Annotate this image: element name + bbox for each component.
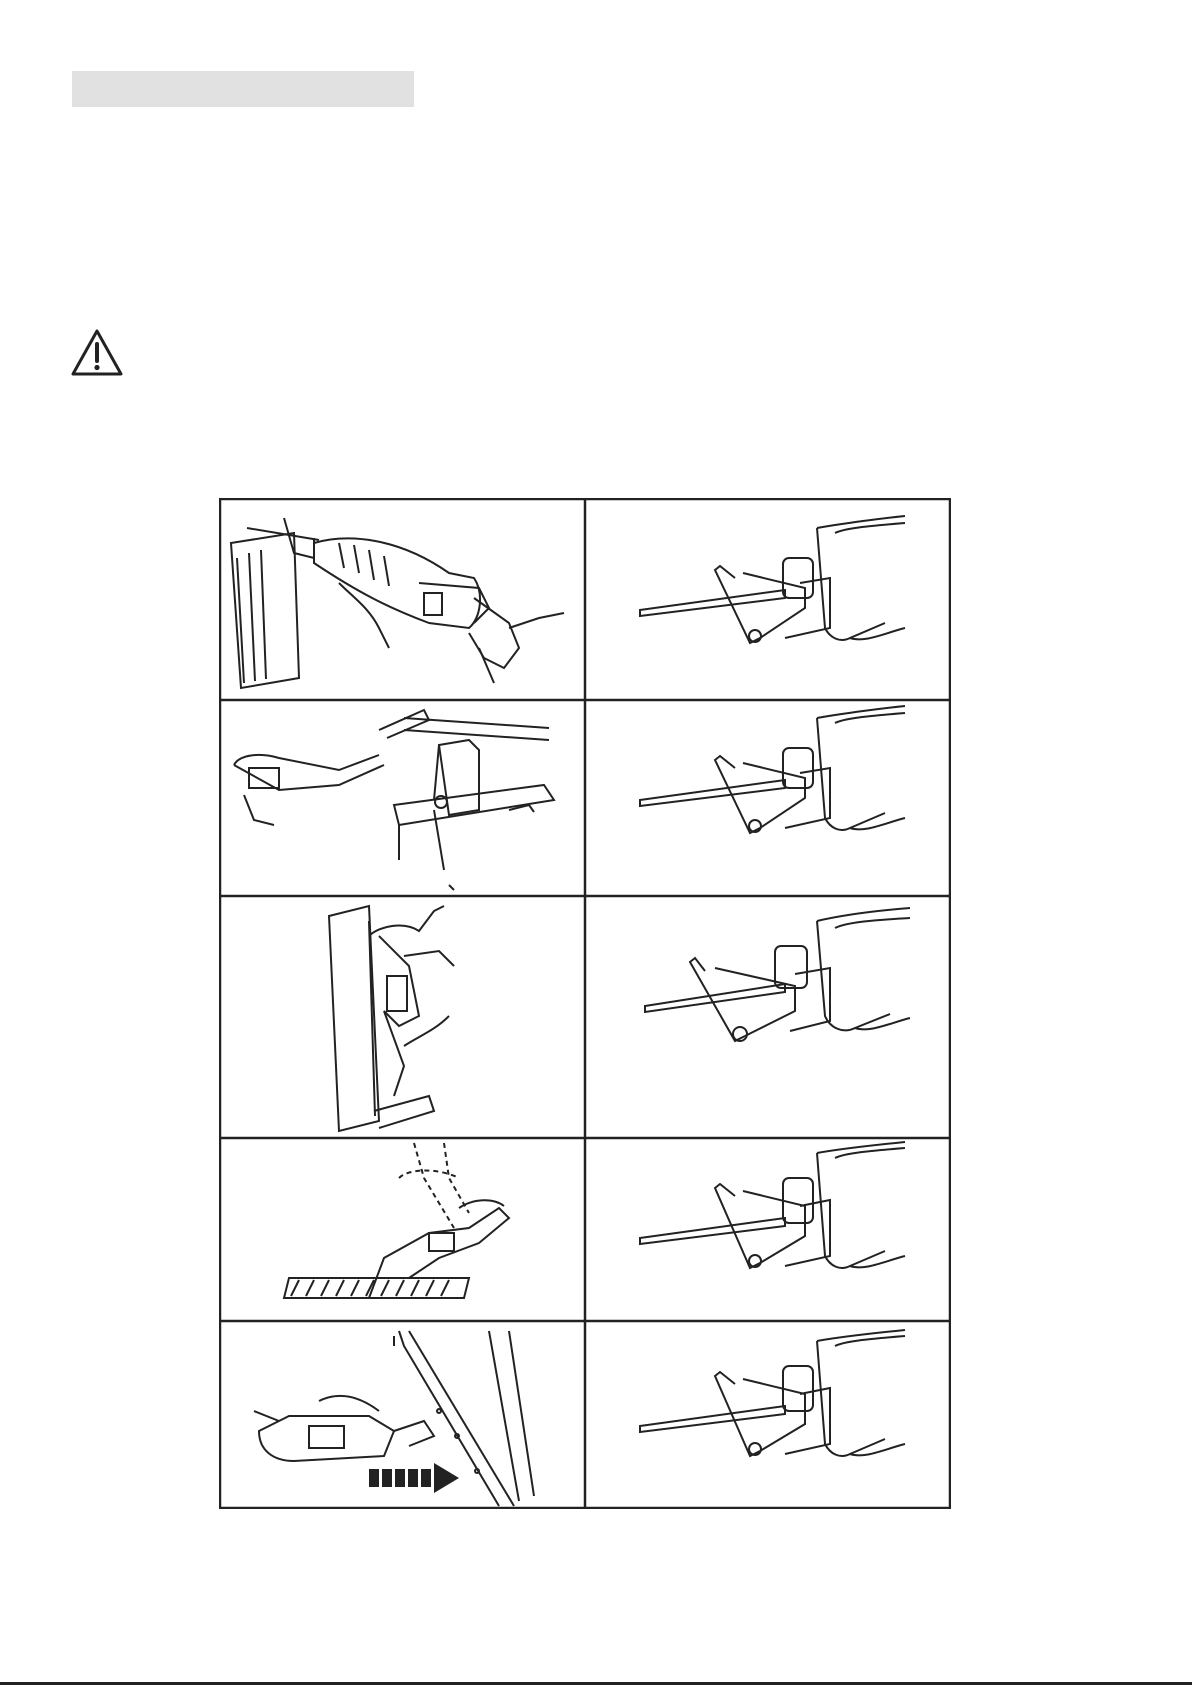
plunge-cut-illustration — [219, 1138, 585, 1321]
section-header-bar — [72, 71, 414, 107]
saw-cutting-board-illustration — [219, 498, 585, 700]
saw-cutting-wall-stud-illustration — [219, 896, 585, 1138]
blade-shoe-detail-1 — [585, 498, 951, 700]
flush-cut-illustration — [219, 1321, 585, 1509]
warning-triangle-icon — [70, 328, 124, 378]
blade-shoe-detail-3 — [585, 896, 951, 1138]
blade-shoe-detail-5 — [585, 1321, 951, 1509]
blade-shoe-detail-2 — [585, 700, 951, 896]
blade-shoe-detail-4 — [585, 1138, 951, 1321]
usage-illustration-grid — [219, 498, 951, 1509]
saw-cutting-pipe-in-vise-illustration — [219, 700, 585, 896]
